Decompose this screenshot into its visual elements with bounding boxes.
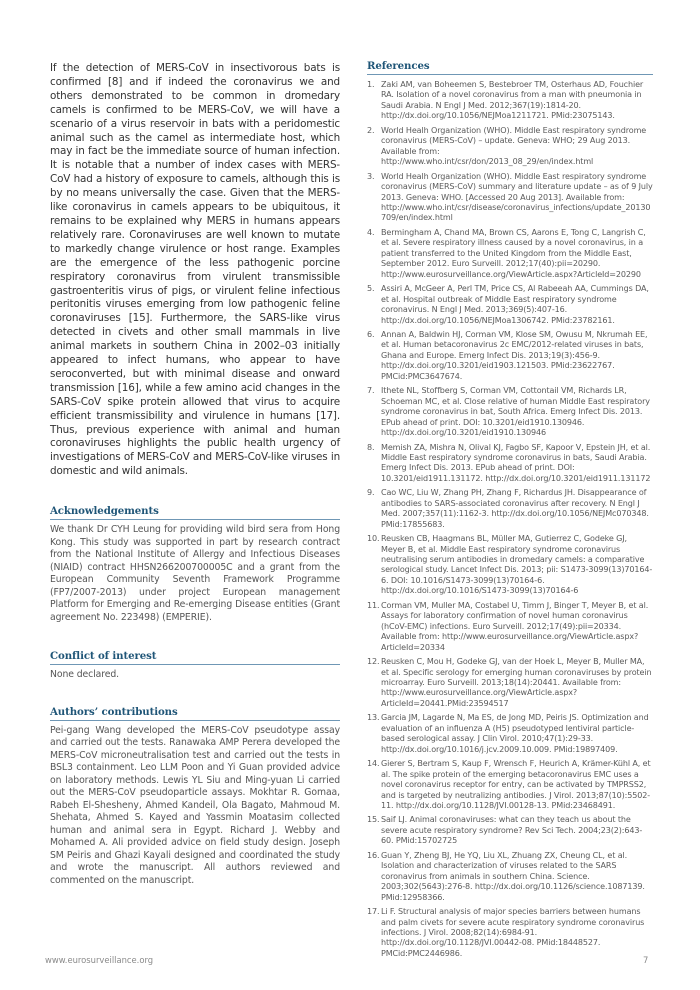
reference-item	[367, 228, 653, 280]
reference-item	[367, 759, 653, 811]
reference-text[interactable]: Corman VM, Muller MA, Costabel U, Timm J, Binger T, Meyer B, et al. Assays for laboratory confirmation of novel human coronavirus (hCoV-EMC) infections. Euro Surveill. 2012;17(49):pii=20334. Available from: http://www.eurosurveillance.org/ViewArticle.aspx?ArticleId=20334	[381, 600, 649, 652]
reference-item	[367, 126, 653, 168]
reference-item	[367, 907, 653, 959]
reference-number: 3.	[367, 171, 375, 181]
right-column	[367, 60, 653, 963]
reference-item	[367, 815, 653, 846]
reference-item	[367, 284, 653, 326]
references-list	[367, 80, 653, 959]
reference-number: 5.	[367, 284, 375, 294]
reference-item	[367, 443, 653, 485]
contributions-heading: Authors’ contributions	[50, 706, 340, 721]
reference-number: 12.	[367, 657, 380, 667]
conflict-text: None declared.	[50, 669, 120, 681]
reference-text[interactable]: Guan Y, Zheng BJ, He YQ, Liu XL, Zhuang ZX, Cheung CL, et al. Isolation and characterization of viruses related to the SARS coronavirus from animals in southern China. Science. 2003;302(5643):276-8. http://dx.doi.org/10.1126/science.1087139. PMid:12958366.	[381, 850, 645, 902]
reference-number: 4.	[367, 227, 375, 237]
reference-item	[367, 713, 653, 755]
reference-item	[367, 330, 653, 382]
footer-page-number: 7	[643, 955, 649, 965]
reference-text[interactable]: Reusken C, Mou H, Godeke GJ, van der Hoek L, Meyer B, Muller MA, et al. Specific serology for emerging human coronaviruses by protein microarray. Euro Surveill. 2013;18(14):20441. Available from: http://www.eurosurveillance.org/ViewArticle.aspx?ArticleId=20441.PMid:23594517	[381, 657, 652, 708]
contributions-section	[50, 706, 340, 888]
reference-text[interactable]: Cao WC, Liu W, Zhang PH, Zhang F, Richardus JH. Disappearance of antibodies to SARS-associated coronavirus after recovery. N Engl J Med. 2007;357(11):1162-3. http://dx.doi.org/10.1056/NEJMc070348. PMid:17855683.	[381, 488, 649, 529]
reference-number: 11.	[367, 600, 380, 610]
reference-number: 2.	[367, 125, 375, 135]
conflict-heading: Conflict of interest	[50, 650, 340, 665]
reference-text[interactable]: Gierer S, Bertram S, Kaup F, Wrensch F, Heurich A, Krämer-Kühl A, et al. The spike protein of the emerging betacoronavirus EMC uses a novel coronavirus receptor for entry, can be activated by TMPRSS2, and is targeted by neutralizing antibodies. J Virol. 2013;87(10):5502-11. http://dx.doi.org/10.1128/JVI.00128-13. PMid:23468491.	[381, 759, 651, 810]
reference-item	[367, 488, 653, 530]
reference-number: 8.	[367, 442, 375, 452]
reference-item	[367, 851, 653, 903]
reference-number: 16.	[367, 850, 380, 860]
reference-text[interactable]: Bermingham A, Chand MA, Brown CS, Aarons E, Tong C, Langrish C, et al. Severe respiratory illness caused by a novel coronavirus, in a patient transferred to the United Kingdom from the Middle East, September 2012. Euro Surveill. 2012;17(40):pii=20290. http://www.eurosurveillance.org/ViewArticle.aspx?ArticleId=20290	[381, 227, 646, 279]
reference-number: 1.	[367, 80, 375, 89]
reference-number: 7.	[367, 386, 375, 396]
reference-text[interactable]: Memish ZA, Mishra N, Olival KJ, Fagbo SF, Kapoor V, Epstein JH, et al. Middle East respiratory syndrome coronavirus in bats, Saudi Arabia. Emerg Infect Dis. 2013. EPub ahead of print. DOI: 10.3201/eid1911.131172. http://dx.doi.org/10.3201/eid1911.131172	[381, 442, 651, 483]
reference-text[interactable]: Li F. Structural analysis of major species barriers between humans and palm civets for severe acute respiratory syndrome coronavirus infections. J Virol. 2008;82(14):6984-91. http://dx.doi.org/10.1128/JVI.00442-08. PMid:18448527. PMCid:PMC2446986.	[381, 907, 645, 958]
reference-text[interactable]: Saif LJ. Animal coronaviruses: what can they teach us about the severe acute respiratory syndrome? Rev Sci Tech. 2004;23(2):643-60. PMid:15702725	[381, 815, 643, 846]
references-heading: References	[367, 60, 653, 75]
acknowledgements-text: We thank Dr CYH Leung for providing wild bird sera from Hong Kong. This study was supported in part by research contract from the National Institute of Allergy and Infectious Diseases (NIAID) contract HHSN266200700005C and a grant from the European Community Seventh Framework Programme (FP7/2007-2013) under project European management Platform for Emerging and Re-emerging Disease entities (Grant agreement No. 223498) (EMPERIE).	[50, 524, 340, 623]
reference-text[interactable]: Ithete NL, Stoffberg S, Corman VM, Cottontail VM, Richards LR, Schoeman MC, et al. Close relative of human Middle East respiratory syndrome coronavirus in bat, South Africa. Emerg Infect Dis. 2013. EPub ahead of print. DOI: 10.3201/eid1910.130946. http://dx.doi.org/10.3201/eid1910.130946	[381, 386, 650, 438]
contributions-text: Pei-gang Wang developed the MERS-CoV pseudotype assay and carried out the tests. Ranawaka AMP Perera developed the MERS-CoV microneutralisation test and carried out the tests in BSL3 containment. Leo LLM Poon and Yi Guan provided advice on laboratory methods. Lewis YL Siu and Ming-yuan Li carried out the MERS-CoV pseudoparticle assays. Mokhtar R. Gomaa, Rabeh El-Shesheny, Ahmed Kandeil, Ola Bagato, Mahmoud M. Shehata, Ahmed S. Kayed and Yassmin Moatasim collected human and animal sera in Egypt. Richard J. Webby and Mohamed A. Ali provided advice on field study design. Joseph SM Peiris and Ghazi Kayali designed and coordinated the study and wrote the manuscript. All authors reviewed and commented on the manuscript.	[50, 724, 340, 886]
reference-number: 6.	[367, 329, 375, 339]
acknowledgements-heading: Acknowledgements	[50, 505, 340, 520]
reference-item	[367, 657, 653, 709]
reference-item	[367, 386, 653, 438]
reference-text[interactable]: Annan A, Baldwin HJ, Corman VM, Klose SM, Owusu M, Nkrumah EE, et al. Human betacoronavirus 2c EMC/2012-related viruses in bats, Ghana and Europe. Emerg Infect Dis. 2013;19(3):456-9. http://dx.doi.org/10.3201/eid1903.121503. PMid:23622767. PMCid:PMC3647674.	[381, 329, 648, 381]
reference-text[interactable]: Reusken CB, Haagmans BL, Müller MA, Gutierrez C, Godeke GJ, Meyer B, et al. Middle East respiratory syndrome coronavirus neutralising serum antibodies in dromedary camels: a comparative serological study. Lancet Infect Dis. 2013; pii: S1473-3099(13)70164-6. DOI: 10.1016/S1473-3099(13)70164-6. http://dx.doi.org/10.1016/S1473-3099(13)70164-6	[381, 534, 653, 596]
reference-text[interactable]: Zaki AM, van Boheemen S, Bestebroer TM, Osterhaus AD, Fouchier RA. Isolation of a novel coronavirus from a man with pneumonia in Saudi Arabia. N Engl J Med. 2012;367(19):1814-20. http://dx.doi.org/10.1056/NEJMoa1211721. PMid:23075143.	[381, 80, 644, 121]
main-body-paragraph: If the detection of MERS-CoV in insectivorous bats is confirmed [8] and if indeed the coronavirus we and others demonstrated to be common in dromedary camels is confirmed to be MERS-CoV, we will have a scenario of a virus reservoir in bats with a peridomestic animal such as the camel as intermediate host, which may in fact be the immediate source of human infection. It is notable that a number of index cases with MERS-CoV had a history of exposure to camels, although this is by no means universally the case. Given that the MERS-like coronavirus in camels appears to be ubiquitous, it remains to be explained why MERS in humans appears relatively rare. Coronaviruses are well known to mutate to markedly change virulence or host range. Examples are the emergence of the less pathogenic porcine respiratory coronavirus from virulent transmissible gastroenteritis virus of pigs, or virulent feline infectious peritonitis viruses emerging from low pathogenic feline coronaviruses [15]. Furthermore, the SARS-like virus detected in civets and other small mammals in live animal markets in southern China in 2002–03 initially appeared to infect humans, who appear to have seroconverted, but with minimal disease and onward transmission [16], while a few amino acid changes in the SARS-CoV spike protein allowed that virus to acquire efficient transmissibility and virulence in humans [17]. Thus, previous experience with animal and human coronaviruses highlights the public health urgency of investigations of MERS-CoV and MERS-CoV-like viruses in domestic and wild animals.	[50, 62, 340, 478]
reference-text[interactable]: World Healh Organization (WHO). Middle East respiratory syndrome coronavirus (MERS-CoV) summary and literature update – as of 9 July 2013. Geneva: WHO. [Accessed 20 Aug 2013]. Available from: http://www.who.int/csr/disease/coronavirus_infections/update_20130709/en/index.html	[381, 171, 653, 223]
reference-text[interactable]: World Healh Organization (WHO). Middle East respiratory syndrome coronavirus (MERS-CoV) – update. Geneva: WHO; 29 Aug 2013. Available from: http://www.who.int/csr/don/2013_08_29/en/index.html	[381, 125, 647, 167]
left-column	[50, 62, 340, 887]
acknowledgements-section	[50, 505, 340, 624]
reference-number: 13.	[367, 713, 380, 723]
reference-number: 10.	[367, 534, 380, 544]
reference-item	[367, 172, 653, 224]
footer-website-link[interactable]: www.eurosurveillance.org	[45, 955, 154, 965]
reference-text[interactable]: Assiri A, McGeer A, Perl TM, Price CS, Al Rabeeah AA, Cummings DA, et al. Hospital outbreak of Middle East respiratory syndrome coronavirus. N Engl J Med. 2013;369(5):407-16. http://dx.doi.org/10.1056/NEJMoa1306742. PMid:23782161.	[381, 284, 649, 325]
conflict-section	[50, 650, 340, 682]
reference-number: 15.	[367, 815, 380, 825]
reference-item	[367, 534, 653, 597]
reference-number: 14.	[367, 759, 380, 769]
reference-item	[367, 80, 653, 122]
reference-text[interactable]: Garcia JM, Lagarde N, Ma ES, de Jong MD, Peiris JS. Optimization and evaluation of an influenza A (H5) pseudotyped lentiviral particle-based serological assay. J Clin Virol. 2010;47(1):29-33. http://dx.doi.org/10.1016/j.jcv.2009.10.009. PMid:19897409.	[381, 713, 649, 754]
reference-number: 17.	[367, 907, 380, 917]
reference-item	[367, 601, 653, 653]
reference-number: 9.	[367, 488, 375, 498]
